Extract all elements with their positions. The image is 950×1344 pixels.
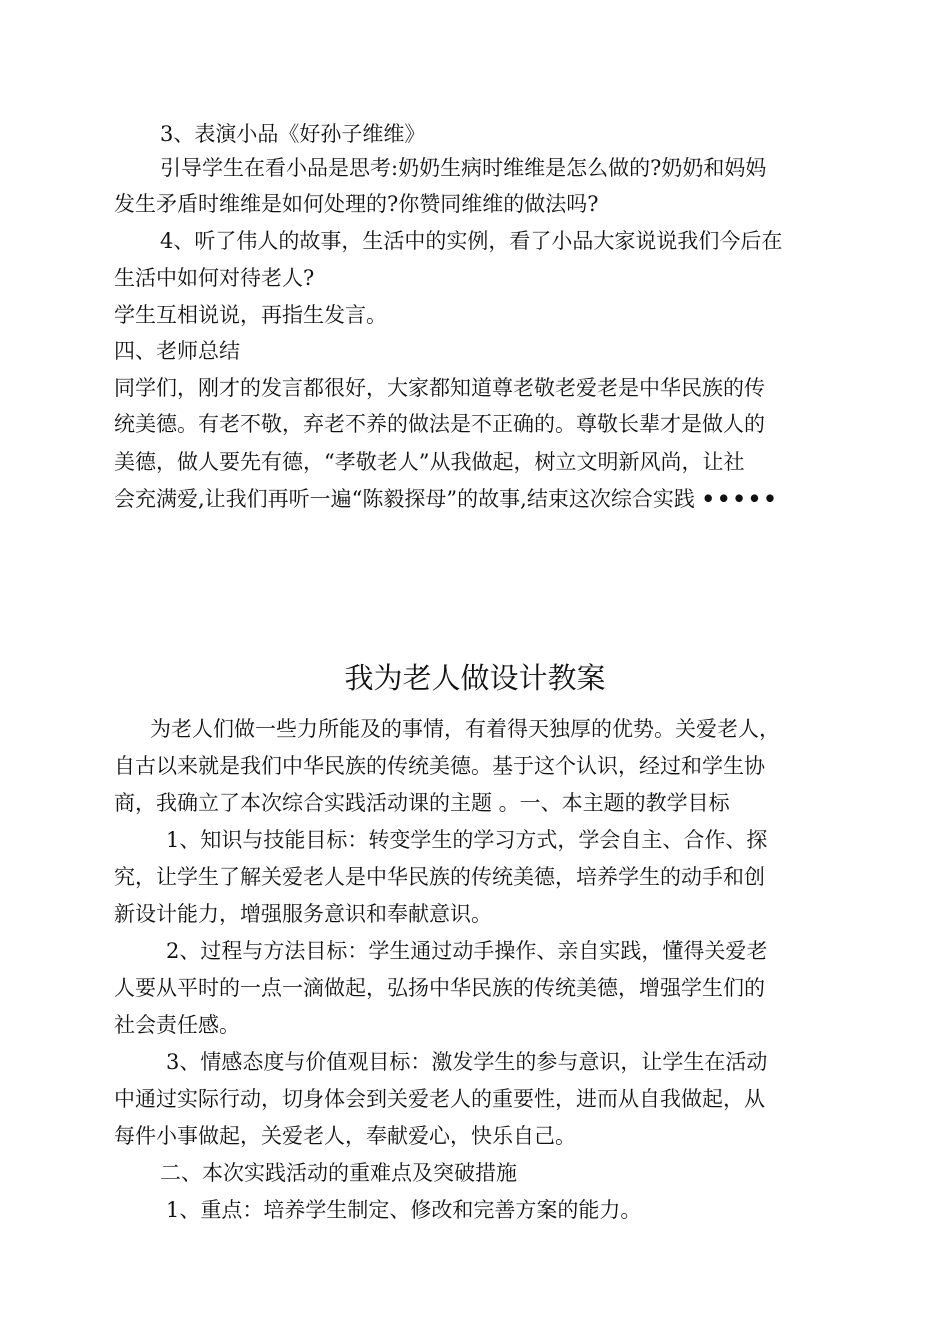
paragraph-line: 社会责任感。 bbox=[114, 1013, 240, 1037]
paragraph-line: 究，让学生了解关爱老人是中华民族的传统美德，培养学生的动手和创 bbox=[114, 865, 765, 889]
paragraph-line: 3、表演小品《好孙子维维》 bbox=[160, 122, 426, 146]
paragraph-line: 商，我确立了本次综合实践活动课的主题 。一、本主题的教学目标 bbox=[114, 791, 730, 815]
paragraph-line: 学生互相说说，再指生发言。 bbox=[114, 303, 387, 327]
paragraph-line: 引导学生在看小品是思考:奶奶生病时维维是怎么做的?奶奶和妈妈 bbox=[160, 156, 767, 180]
paragraph-line: 新设计能力，增强服务意识和奉献意识。 bbox=[114, 902, 492, 926]
paragraph-line: 人要从平时的一点一滴做起，弘扬中华民族的传统美德，增强学生们的 bbox=[114, 976, 765, 1000]
paragraph-line: 统美德。有老不敬，弃老不养的做法是不正确的。尊敬长辈才是做人的 bbox=[114, 412, 765, 436]
paragraph-line: 2、过程与方法目标：学生通过动手操作、亲自实践，懂得关爱老 bbox=[166, 939, 768, 963]
document-title: 我为老人做设计教案 bbox=[344, 661, 606, 695]
paragraph-line: 发生矛盾时维维是如何处理的?你赞同维维的做法吗? bbox=[114, 192, 599, 216]
section-heading: 四、老师总结 bbox=[114, 339, 240, 363]
paragraph-line: 每件小事做起，关爱老人，奉献爱心，快乐自己。 bbox=[114, 1124, 576, 1148]
paragraph-line: 美德，做人要先有德，“孝敬老人”从我做起，树立文明新风尚，让社 bbox=[114, 450, 745, 474]
paragraph-line: 中通过实际行动，切身体会到关爱老人的重要性，进而从自我做起，从 bbox=[114, 1087, 765, 1111]
paragraph-line: 3、情感态度与价值观目标：激发学生的参与意识，让学生在活动 bbox=[166, 1050, 768, 1074]
paragraph-line: 自古以来就是我们中华民族的传统美德。基于这个认识，经过和学生协 bbox=[114, 754, 765, 778]
paragraph-line: 同学们，刚才的发言都很好，大家都知道尊老敬老爱老是中华民族的传 bbox=[114, 376, 765, 400]
paragraph-line: 1、知识与技能目标：转变学生的学习方式，学会自主、合作、探 bbox=[166, 828, 768, 852]
ellipsis-dots: ••••• bbox=[701, 486, 779, 511]
section-heading: 二、本次实践活动的重难点及突破措施 bbox=[160, 1161, 517, 1185]
paragraph-line: 1、重点：培养学生制定、修改和完善方案的能力。 bbox=[166, 1198, 642, 1222]
paragraph-line: 4、听了伟人的故事，生活中的实例，看了小品大家说说我们今后在 bbox=[160, 229, 783, 253]
paragraph-text: 会充满爱,让我们再听一遍“陈毅探母”的故事,结束这次综合实践 bbox=[114, 487, 695, 511]
paragraph-line: 为老人们做一些力所能及的事情，有着得天独厚的优势。关爱老人， bbox=[150, 717, 780, 741]
paragraph-line bbox=[114, 481, 814, 517]
paragraph-line: 生活中如何对待老人? bbox=[114, 266, 315, 290]
